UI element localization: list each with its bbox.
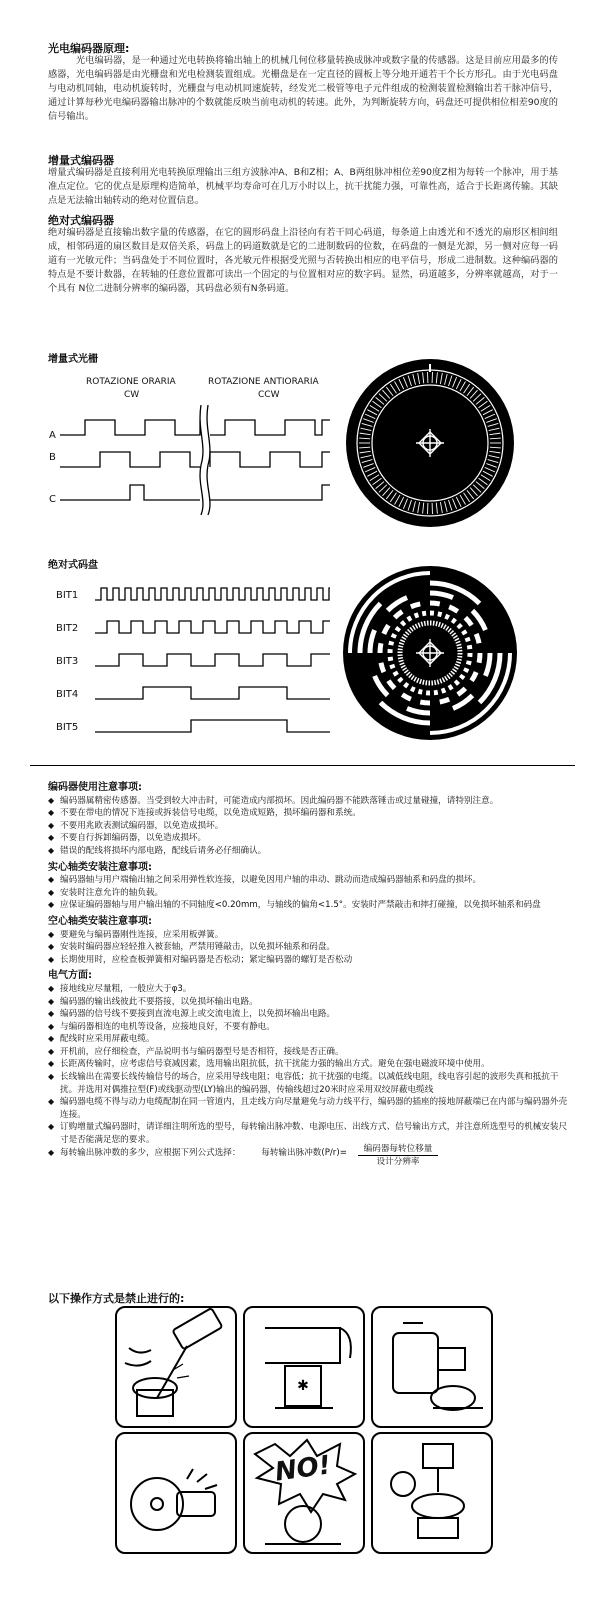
incremental-waveforms bbox=[60, 405, 335, 515]
forbidden-title: 以下操作方式是禁止进行的: bbox=[48, 1292, 185, 1305]
ccw-short-label: CCW bbox=[258, 390, 280, 400]
code-track-segment bbox=[411, 688, 415, 690]
code-track-segment bbox=[452, 672, 453, 673]
code-track-segment bbox=[440, 699, 449, 702]
saw-cut-icon bbox=[245, 1308, 363, 1426]
absolute-body: 绝对编码器是直接输出数字量的传感器，在它的圆形码盘上沿径向有若干同心码道，每条道上由透光和不透光的扇形区相间组成，相邻码道的扇区数目是双倍关系，码盘上的码道数就是它的二进制数码的位数，在码盘的一侧是光源，另一侧对应每一码道有一光敏元件；当码盘处于不同位置时，各光敏元件根据受光照与否转换出相应的电平信号，形成二进制数。这种编码器的特点是不要计数器，在转轴的任意位置都可读出一个固定的与位置相对应的数字码。显然，码道越多，分辨率就越高，对于一个具有 N位二进制分辨率的编码器，其码盘必须有N条码道。 bbox=[48, 227, 558, 294]
code-track-segment bbox=[479, 653, 480, 663]
formula-lhs: 每转输出脉冲数(P/r)= bbox=[261, 1147, 347, 1158]
code-track-segment bbox=[417, 680, 418, 681]
ccw-label: ROTAZIONE ANTIORARIA bbox=[208, 377, 319, 387]
code-track-segment bbox=[418, 691, 422, 692]
wave-b-right bbox=[210, 452, 330, 467]
bit-wave bbox=[95, 720, 330, 732]
bit4-label: BIT4 bbox=[56, 689, 79, 700]
code-track-segment bbox=[422, 613, 426, 614]
code-track-segment bbox=[397, 628, 399, 631]
code-track-segment bbox=[451, 632, 452, 633]
grinder-icon bbox=[117, 1434, 235, 1552]
drill-press-icon bbox=[373, 1434, 491, 1552]
bit-wave bbox=[95, 687, 330, 699]
hollow-item: ◆ 安装时编码器应轻轻推入被套轴，严禁用锤敲击，以免损坏轴系和码盘。 bbox=[48, 941, 568, 954]
forbidden-panel-no bbox=[243, 1432, 365, 1554]
absolute-code-disk bbox=[342, 565, 518, 741]
elec-item: ◆ 接地线应尽量粗，一般应大于φ3。 bbox=[48, 983, 568, 996]
wave-c-right bbox=[210, 485, 330, 500]
code-track-segment bbox=[450, 674, 451, 675]
solid-item: ◆ 编码器轴与用户端输出轴之间采用弹性软连接，以避免因用户轴的串动、跳动而造成编码器轴系和码盘的损坏。 bbox=[48, 874, 568, 887]
formula-denominator: 设计分辨率 bbox=[376, 1157, 420, 1168]
code-track-segment bbox=[390, 657, 391, 661]
code-track-segment bbox=[430, 603, 440, 604]
bit-wave bbox=[95, 621, 330, 633]
elec-item: ◆ 编码器的信号线不要接到直流电源上或交流电流上，以免损坏输出电路。 bbox=[48, 1008, 568, 1021]
code-track-segment bbox=[453, 634, 454, 635]
svg-text:✱: ✱ bbox=[297, 1378, 309, 1394]
forbidden-panel-drill bbox=[371, 1432, 493, 1554]
code-track-segment bbox=[412, 677, 413, 678]
code-track-segment bbox=[402, 622, 405, 625]
hollow-shaft-title: 空心轴类安装注意事项: bbox=[48, 915, 152, 927]
bit-wave bbox=[95, 654, 330, 666]
wave-a-left bbox=[60, 420, 200, 435]
hammer-strike-icon bbox=[117, 1308, 235, 1426]
code-track-segment bbox=[415, 679, 416, 680]
bit5-label: BIT5 bbox=[56, 722, 79, 733]
code-track-segment bbox=[456, 667, 457, 668]
code-track-segment bbox=[452, 620, 455, 622]
code-track-segment bbox=[448, 676, 449, 677]
code-track-segment bbox=[410, 675, 411, 676]
code-track-segment bbox=[402, 663, 403, 664]
code-track-segment bbox=[445, 678, 446, 679]
code-track-segment bbox=[458, 625, 461, 628]
channel-a-label: A bbox=[49, 430, 56, 441]
solid-item: ◆ 应保证编码器轴与用户输出轴的不同轴度<0.20mm，与轴线的偏角<1.5°。安装时严禁敲击和摔打碰撞，以免损坏轴系和码盘 bbox=[48, 899, 568, 912]
usage-item: ◆ 不要在带电的情况下连接或拆装信号电缆，以免造成短路，损坏编码器和系统。 bbox=[48, 807, 568, 820]
usage-item: ◆ 不要自行拆卸编码器，以免造成损坏。 bbox=[48, 832, 568, 845]
hollow-item: ◆ 要避免与编码器刚性连接，应采用板弹簧。 bbox=[48, 929, 568, 942]
code-track-segment bbox=[411, 629, 412, 630]
formula-numerator: 编码器每转位移量 bbox=[358, 1143, 439, 1157]
code-track-segment bbox=[402, 640, 403, 641]
wave-c-left bbox=[60, 485, 200, 500]
code-track-segment bbox=[395, 672, 397, 675]
break-line-2 bbox=[207, 405, 210, 515]
bit-wave bbox=[95, 588, 330, 600]
code-track-segment bbox=[461, 675, 463, 678]
code-track-segment bbox=[405, 684, 408, 686]
code-track-segment bbox=[381, 663, 384, 672]
usage-title: 编码器使用注意事项: bbox=[48, 782, 142, 793]
code-track-segment bbox=[404, 638, 405, 639]
code-track-segment bbox=[405, 635, 406, 636]
code-track-segment bbox=[458, 642, 459, 643]
formula-intro: 每转输出脉冲数的多少，应根据下列公式选择： bbox=[60, 1147, 241, 1158]
bit2-label: BIT2 bbox=[56, 623, 79, 634]
code-track-segment bbox=[457, 664, 458, 665]
code-track-segment bbox=[406, 671, 407, 672]
code-track-segment bbox=[440, 681, 441, 682]
code-track-segment bbox=[408, 673, 409, 674]
bit3-label: BIT3 bbox=[56, 656, 79, 667]
code-track-segment bbox=[465, 668, 467, 672]
code-track-segment bbox=[434, 692, 438, 693]
code-track-segment bbox=[392, 665, 393, 669]
code-track-segment bbox=[441, 625, 442, 626]
code-track-segment bbox=[419, 625, 420, 626]
code-track-segment bbox=[407, 633, 408, 634]
forbidden-panel-hammer bbox=[115, 1306, 237, 1428]
code-track-segment bbox=[391, 641, 392, 645]
incremental-code-disk bbox=[345, 358, 515, 528]
break-line-1 bbox=[200, 405, 203, 515]
elec-item-formula bbox=[48, 1143, 568, 1173]
absolute-diagram-title: 绝对式码盘 bbox=[48, 560, 98, 571]
elec-item: ◆ 长线输出在需要长线传输信号的场合，应采用导线电阻；电容低；抗干扰强的电缆。以减低线电阻，线电容引起的波形失真和抵抗干扰。并选用对偶推拉型(F)或线驱动型(LY)输出的编码器，传输线超过20米时应采用双绞屏蔽电缆线 bbox=[48, 1071, 568, 1096]
code-track-segment bbox=[455, 681, 458, 684]
code-track-segment bbox=[456, 639, 457, 640]
code-track-segment bbox=[403, 666, 404, 667]
cw-short-label: CW bbox=[124, 390, 140, 400]
code-track-segment bbox=[445, 616, 449, 618]
elec-item: ◆ 配线时应采用屏蔽电缆。 bbox=[48, 1033, 568, 1046]
code-track-segment bbox=[444, 627, 445, 628]
code-track-segment bbox=[413, 627, 414, 628]
no-text: NO! bbox=[273, 1450, 333, 1488]
code-track-segment bbox=[415, 615, 419, 616]
elec-item: ◆ 长距离传输时，应考虑信号衰减因素，选用输出阻抗低，抗干扰能力强的输出方式。避免在强电磁波环境中使用。 bbox=[48, 1058, 568, 1071]
elec-item: ◆ 开机前，应仔细检查，产品说明书与编码器型号是否相符，接线是否正确。 bbox=[48, 1046, 568, 1059]
code-track-segment bbox=[393, 634, 395, 638]
code-track-segment bbox=[469, 645, 470, 649]
code-track-segment bbox=[416, 626, 417, 627]
usage-item: ◆ 不要用兆欧表测试编码器，以免造成损坏。 bbox=[48, 820, 568, 833]
forbidden-panel-grinder bbox=[115, 1432, 237, 1554]
code-track-segment bbox=[420, 702, 430, 703]
principle-body: 光电编码器，是一种通过光电转换将输出轴上的机械几何位移量转换成脉冲或数字量的传感器。这是目前应用最多的传感器，光电编码器是由光栅盘和光电检测装置组成。光栅盘是在一定直径的圆板上等分地开通若干个长方形孔。由于光电码盘与电动机同轴，电动机旋转时，光栅盘与电动机同速旋转，经发光二极管等电子元件组成的检测装置检测输出若干脉冲信号，通过计算每秒光电编码器输出脉冲的个数就能反映当前电动机的转速。此外，为判断旋转方向，码盘还可提供相位相差90度的信号输出。 bbox=[48, 55, 558, 122]
channel-c-label: C bbox=[49, 494, 56, 505]
incremental-diagram-title: 增量式光栅 bbox=[48, 354, 98, 365]
code-track-segment bbox=[467, 638, 468, 642]
forbidden-panel-saw bbox=[243, 1306, 365, 1428]
wave-a-right bbox=[210, 420, 330, 435]
bit1-label: BIT1 bbox=[56, 590, 79, 601]
wave-b-left bbox=[60, 452, 200, 467]
code-track-segment bbox=[455, 636, 456, 637]
elec-item: ◆ 编码器的输出线彼此不要搭接，以免损坏输出电路。 bbox=[48, 996, 568, 1009]
code-track-segment bbox=[442, 690, 446, 691]
code-track-segment bbox=[463, 631, 465, 634]
hollow-item: ◆ 长期使用时，应检查板弹簧相对编码器是否松动；紧定编码器的螺钉是否松动 bbox=[48, 954, 568, 967]
elec-item: ◆ 订购增量式编码器时，请详细注明所选的型号，每转输出脉冲数、电源电压、出线方式、信号输出方式，并注意所选型号的机械安装尺寸是否能满足您的要求。 bbox=[48, 1121, 568, 1146]
code-track-segment bbox=[449, 686, 452, 688]
notes-section bbox=[48, 778, 568, 1173]
elec-item: ◆ 编码器电缆不得与动力电缆配制在同一管道内，且走线方向尽量避免与动力线平行，编码器的插座的接地屏蔽端已在内部与编码器外壳连接。 bbox=[48, 1096, 568, 1121]
incremental-body: 增量式编码器是直接利用光电转换原理输出三组方波脉冲A、B和Z相；A、B两组脉冲相位差90度Z相为每转一个脉冲，用于基准点定位。它的优点是原理构造简单，机械平均寿命可在几万小时以上，抗干扰能力强，可靠性高，适合于长距离传输。其缺点是无法输出轴转动的绝对位置信息。 bbox=[48, 167, 558, 206]
usage-item: ◆ 编码器属精密传感器。当受到较大冲击时，可能造成内部损坏。因此编码器不能跌落锤击或过量碰撞，请特别注意。 bbox=[48, 795, 568, 808]
code-track-segment bbox=[380, 643, 381, 653]
code-track-segment bbox=[468, 661, 469, 665]
elec-item: ◆ 与编码器相连的电机等设备，应接地良好，不要有静电。 bbox=[48, 1021, 568, 1034]
forbidden-panel-clamp bbox=[371, 1306, 493, 1428]
code-track-segment bbox=[454, 670, 455, 671]
solid-shaft-title: 实心轴类安装注意事项: bbox=[48, 861, 152, 873]
code-track-segment bbox=[447, 628, 448, 629]
no-burst-icon bbox=[245, 1434, 363, 1552]
absolute-waveforms bbox=[95, 580, 335, 740]
code-track-segment bbox=[399, 678, 402, 681]
code-track-segment bbox=[449, 630, 450, 631]
channel-b-label: B bbox=[49, 452, 56, 463]
usage-item: ◆ 错误的配线将损坏内部电路，配线后请务必仔细确认。 bbox=[48, 845, 568, 858]
code-track-segment bbox=[411, 604, 420, 607]
code-track-segment bbox=[438, 614, 442, 615]
vise-clamp-icon bbox=[373, 1308, 491, 1426]
code-track-segment bbox=[476, 634, 479, 643]
code-track-segment bbox=[409, 631, 410, 632]
electrical-title: 电气方面: bbox=[48, 970, 92, 982]
solid-item: ◆ 安装时注意允许的轴负载。 bbox=[48, 887, 568, 900]
code-track-segment bbox=[408, 618, 411, 620]
formula-fraction bbox=[358, 1143, 439, 1169]
code-track-segment bbox=[443, 679, 444, 680]
principle-title: 光电编码器原理: bbox=[48, 42, 130, 55]
incremental-title: 增量式编码器 bbox=[48, 154, 114, 167]
section-divider bbox=[30, 765, 575, 766]
code-track-segment bbox=[404, 668, 405, 669]
absolute-title: 绝对式编码器 bbox=[48, 214, 114, 227]
cw-label: ROTAZIONE ORARIA bbox=[86, 377, 176, 387]
